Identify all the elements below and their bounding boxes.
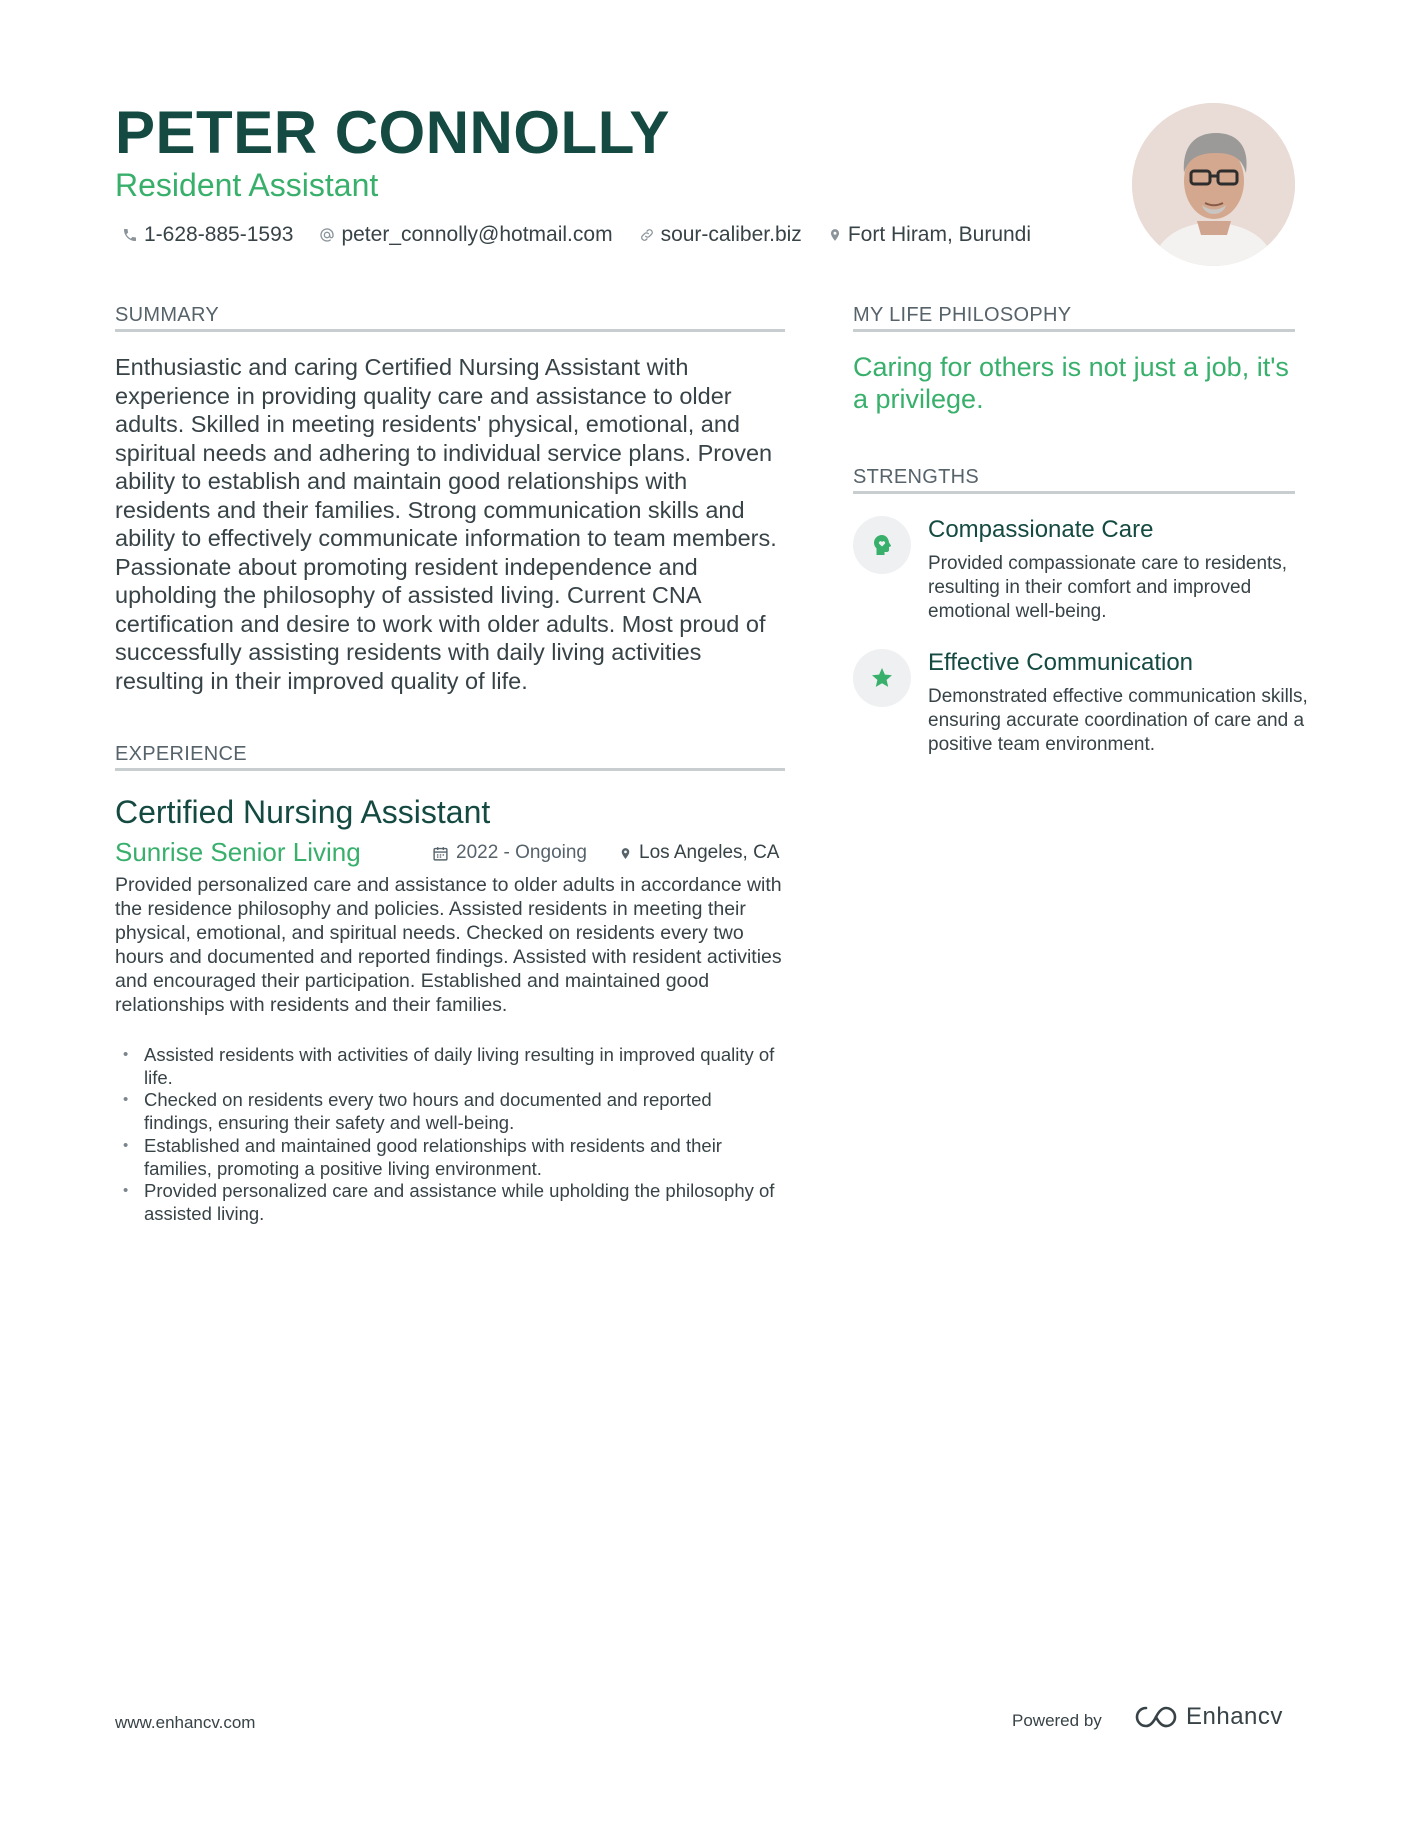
email-text: peter_connolly@hotmail.com: [341, 223, 613, 246]
strength-description: Provided compassionate care to residents, resulting in their comfort and improved emotional well-being.: [928, 553, 1288, 622]
list-item: • Established and maintained good relationships with residents and their families, promoting a positive living environment.: [115, 1135, 785, 1180]
strength-icon-badge: [853, 649, 911, 707]
avatar: [1132, 103, 1295, 266]
footer-url[interactable]: www.enhancv.com: [115, 1713, 256, 1732]
candidate-name: PETER CONNOLLY: [115, 99, 670, 166]
philosophy-divider: [853, 329, 1295, 332]
list-item: • Assisted residents with activities of daily living resulting in improved quality of life.: [115, 1044, 785, 1089]
strengths-divider: [853, 491, 1295, 494]
head-heart-icon: [870, 533, 894, 557]
location-pin-icon: [619, 845, 632, 862]
job-bullets: [115, 1044, 785, 1226]
list-item: • Checked on residents every two hours and documented and reported findings, ensuring their safety and well-being.: [115, 1089, 785, 1134]
location-pin-icon: [828, 227, 842, 243]
job-dates: [432, 840, 587, 866]
job-description: Provided personalized care and assistance to older adults in accordance with the residence philosophy and policies. Assisted residents in meeting their physical, emotional, and spiritual needs. Checked on residents every two hours and documented and reported findings. Assisted with resident activities and encouraged their participation. Established and maintained good relationships with residents and their families.: [115, 874, 782, 1016]
contact-bar: [122, 220, 1057, 250]
job-dates-text: 2022 - Ongoing: [456, 842, 587, 863]
summary-text: Enthusiastic and caring Certified Nursing Assistant with experience in providing quality care and assistance to older adults. Skilled in meeting residents' physical, emotional, and spiritual needs and adhering to individual service plans. Proven ability to establish and maintain good relationships with residents and their families. Strong communication skills and ability to effectively communicate information to team members. Passionate about promoting resident independence and upholding the philosophy of assisted living. Current CNA certification and desire to work with older adults. Most proud of successfully assisting residents with daily living activities resulting in their improved quality of life.: [115, 354, 777, 694]
job-company: Sunrise Senior Living: [115, 837, 361, 867]
star-icon: [870, 666, 894, 690]
link-icon: [639, 227, 655, 243]
powered-by-label: Powered by: [1012, 1711, 1102, 1730]
strength-title: Compassionate Care: [928, 516, 1154, 543]
phone-icon: [122, 227, 138, 243]
summary-section-title: SUMMARY: [115, 304, 219, 326]
candidate-role: Resident Assistant: [115, 167, 379, 203]
location-text: Fort Hiram, Burundi: [847, 223, 1032, 246]
enhancv-logo[interactable]: [1132, 1703, 1283, 1731]
experience-section-title: EXPERIENCE: [115, 743, 247, 765]
contact-email[interactable]: [319, 220, 612, 250]
strength-description: Demonstrated effective communication skills, ensuring accurate coordination of care and a positive team environment.: [928, 686, 1308, 755]
phone-text: 1-628-885-1593: [144, 223, 294, 246]
strength-title: Effective Communication: [928, 649, 1194, 676]
enhancv-logo-icon: [1132, 1704, 1178, 1730]
strengths-section-title: STRENGTHS: [853, 466, 980, 488]
philosophy-section-title: MY LIFE PHILOSOPHY: [853, 304, 1072, 326]
contact-phone[interactable]: [122, 220, 293, 250]
enhancv-wordmark: Enhancv: [1186, 1703, 1283, 1730]
job-location: [619, 840, 779, 866]
summary-divider: [115, 329, 785, 332]
job-location-text: Los Angeles, CA: [639, 842, 780, 863]
website-text: sour-caliber.biz: [660, 223, 802, 246]
philosophy-quote: Caring for others is not just a job, it's a privilege.: [853, 352, 1289, 414]
at-icon: [319, 227, 335, 243]
list-item: • Provided personalized care and assistance while upholding the philosophy of assisted living.: [115, 1180, 785, 1225]
job-title: Certified Nursing Assistant: [115, 794, 491, 830]
experience-divider: [115, 768, 785, 771]
strength-icon-badge: [853, 516, 911, 574]
calendar-icon: [432, 845, 449, 862]
contact-website[interactable]: [639, 220, 802, 250]
contact-location: [828, 220, 1031, 250]
